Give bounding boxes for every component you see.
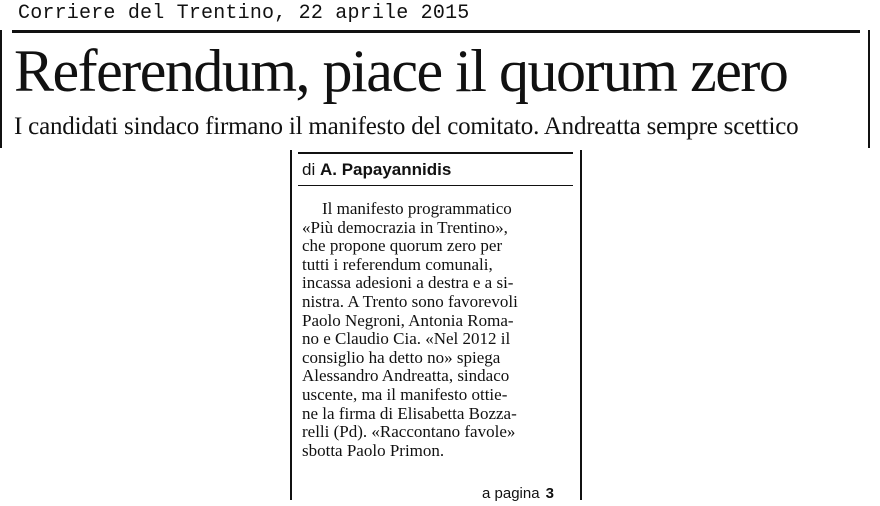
body-line: tutti i referendum comunali, xyxy=(302,254,493,274)
body-line: sbotta Paolo Primon. xyxy=(302,440,445,460)
body-line: ne la firma di Elisabetta Bozza- xyxy=(302,403,517,423)
body-line: consiglio ha detto no» spiega xyxy=(302,347,501,367)
body-line: uscente, ma il manifesto ottie- xyxy=(302,384,508,404)
source-dateline: Corriere del Trentino, 22 aprile 2015 xyxy=(18,2,470,25)
body-line: relli (Pd). «Raccontano favole» xyxy=(302,422,516,442)
article-headline: Referendum, piace il quorum zero xyxy=(14,38,788,104)
column-left-rule xyxy=(290,150,292,500)
body-line: «Più democrazia in Trentino», xyxy=(302,217,508,237)
byline xyxy=(302,158,451,182)
byline-prefix: di xyxy=(302,160,316,179)
page-reference-label: a pagina xyxy=(482,485,540,502)
left-border-rule xyxy=(0,30,2,148)
body-line: Il manifesto programmatico xyxy=(322,199,512,218)
top-rule xyxy=(12,30,860,33)
body-line: incassa adesioni a destra e a si- xyxy=(302,273,514,293)
byline-author: A. Papayannidis xyxy=(319,160,452,179)
body-line: Alessandro Andreatta, sindaco xyxy=(302,366,510,386)
article-body xyxy=(302,200,582,460)
body-line: nistra. A Trento sono favorevoli xyxy=(302,291,518,311)
body-line: no e Claudio Cia. «Nel 2012 il xyxy=(302,329,511,349)
article-subheadline: I candidati sindaco firmano il manifesto del comitato. Andreatta sempre scettico xyxy=(14,113,799,140)
byline-rule xyxy=(298,185,573,186)
page-reference xyxy=(482,484,554,504)
right-border-rule xyxy=(868,30,870,148)
body-line: che propone quorum zero per xyxy=(302,236,503,256)
page-reference-number: 3 xyxy=(545,485,554,502)
body-line: Paolo Negroni, Antonia Roma- xyxy=(302,310,514,330)
column-top-rule xyxy=(298,152,573,154)
